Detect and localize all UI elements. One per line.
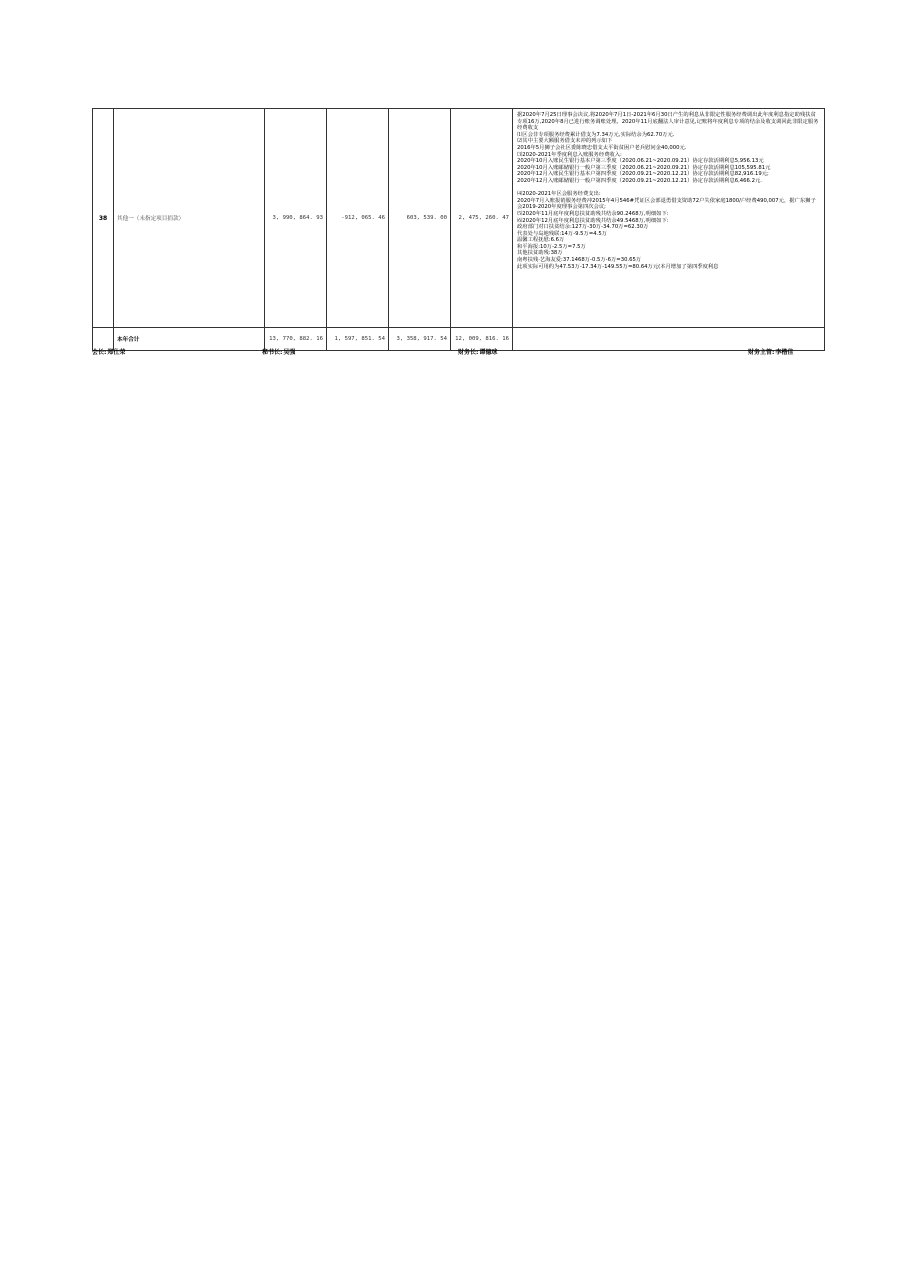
note-line: 政府部门对口扶贫结余:127万-30万-34.70万=62.30万 [517,224,649,231]
note-line: 其他扶贫助残:38万 [517,250,563,257]
signature-president [92,347,125,356]
note-line: 代表处与岛地残联:14万-9.5万=4.5万 [517,230,607,237]
note-line: ⑹2020年12月底年度利息扶贫助残共结余49.5468万,明细如下: [517,217,669,224]
signature-secretary-general [262,347,295,356]
signature-name: 吴强 [283,349,296,356]
signature-name: 李楷佳 [775,349,794,356]
note-line: 此项实际可用约为47.53万-17.34万-149.55万=80.64万元(本月增加了第四季度利息 [517,263,719,270]
row-item-name: 其他一（未指定项目捐款） [114,109,265,328]
note-line: ⑶2020-2021年季度利息入账服务经费收入: [517,151,622,158]
signature-label: 财务主管: [748,349,775,356]
row-value-1: 3, 990, 864. 93 [265,109,327,328]
note-line: 和平海报:10万-2.5万=7.5万 [517,243,586,250]
signature-row [92,347,818,357]
row-note [513,109,825,328]
note-line: 据2020年7月25日理事会决议,将2020年7月1日-2021年6月30日产生的利息从非限定性服务经费调出此年度利息指定助残扶贫专项16万,2020年8月已进行账务调账处理。2020年11月底翻法人审计意见,记账将年度利息专项的结余及收支调回此非限定服务经费收支 [517,112,819,132]
total-label: 本年合计 [114,328,265,351]
signature-treasurer [458,347,497,356]
ledger-table [92,108,825,351]
row-index: 38 [93,109,114,328]
note-line: ⑵其中主要大额服务借支未冲的列示如下 [517,138,613,145]
signature-finance-supervisor [748,347,793,356]
note-line: ⑸2020年11月底年度利息扶贫助残共结余90.2468万,明细如下: [517,210,669,217]
note-line: 南粤扶残·艺海友爱:37.1468万-0.5万-6万=30.65万 [517,257,642,264]
note-line: 2020年12月入账民生银行基本户第四季度（2020.09.21~2020.12.21）协定存款活期利息82,916.19元; [517,171,769,178]
note-line: 2020年7月入账报销服务经费冲2015年4月546#凭证区会部退勇借支资助72户失依家庭1800/户经费490,007元，据广东狮子会2019-2020年度理事会第四次会议; [517,197,816,211]
signature-name: 郑仕荣 [107,349,126,356]
note-line: 2016年5月狮子会社区委陈晓忠借支太平街贫困户老兵慰问金40,000元. [517,144,687,151]
note-line: ⑷2020-2021年区会服务经费支出: [517,191,601,198]
total-value-4: 12, 009, 816. 16 [451,328,513,351]
row-value-4: 2, 475, 260. 47 [451,109,513,328]
note-line: ⑴区会非专项服务经费累计借支为7.34万元,实际结余为62.70万元. [517,131,675,138]
note-line: 2020年12月入账邮储银行一般户第四季度（2020.09.21~2020.12.21）协定存款活期利息6,466.2元. [517,177,762,184]
total-value-3: 3, 358, 917. 54 [389,328,451,351]
row-value-3: 603, 539. 00 [389,109,451,328]
total-value-1: 13, 770, 882. 16 [265,328,327,351]
signature-name: 谭德球 [479,349,498,356]
signature-label: 财务长: [458,349,479,356]
table-row [93,109,825,328]
note-line: 温馨工程抚慰:6.6万 [517,237,565,244]
signature-label: 会长: [92,349,107,356]
total-value-2: 1, 597, 851. 54 [327,328,389,351]
note-line: 2020年10月入账民生银行基本户第三季度（2020.06.21~2020.09.21）协定存款活期利息5,956.13元 [517,158,764,165]
ledger-sheet [92,108,818,351]
row-value-2: -912, 065. 46 [327,109,389,328]
signature-label: 秘书长: [262,349,283,356]
note-line: 2020年10月入账邮储银行一般户第三季度（2020.06.21~2020.09.21）协定存款活期利息105,595.81元 [517,164,771,171]
